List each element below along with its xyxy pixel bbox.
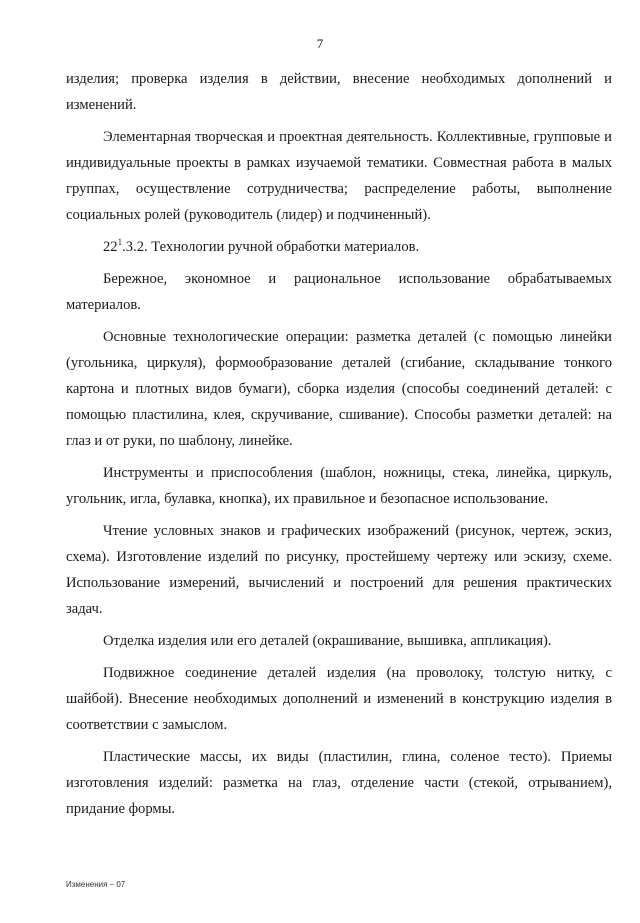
paragraph: изделия; проверка изделия в действии, внесение необходимых дополнений и изменений.: [66, 71, 612, 113]
paragraph: Отделка изделия или его деталей (окрашивание, вышивка, аппликация).: [103, 633, 552, 649]
section-heading: [66, 234, 612, 260]
section-superscript: 1: [117, 237, 123, 248]
footer-revision-label: Изменения – 07: [66, 880, 126, 889]
section-number: 22: [103, 239, 118, 255]
paragraph: Элементарная творческая и проектная деятельность. Коллективные, групповые и индивидуальные проекты в рамках изучаемой тематики. Совместная работа в малых группах, осуществление сотрудничества; распределение работы, выполнение социальных ролей (руководитель (лидер) и подчиненный).: [66, 129, 612, 223]
paragraph: Инструменты и приспособления (шаблон, ножницы, стека, линейка, циркуль, угольник, игла, булавка, кнопка), их правильное и безопасное использование.: [66, 465, 612, 507]
paragraph: Пластические массы, их виды (пластилин, глина, соленое тесто). Приемы изготовления изделий: разметка на глаз, отделение части (стекой, отрыванием), придание формы.: [66, 749, 612, 817]
paragraph: Бережное, экономное и рациональное использование обрабатываемых материалов.: [66, 271, 612, 313]
page-number: 7: [316, 36, 324, 51]
body-text: [66, 66, 612, 828]
section-title: .3.2. Технологии ручной обработки материалов.: [122, 239, 420, 255]
paragraph: Подвижное соединение деталей изделия (на проволоку, толстую нитку, с шайбой). Внесение необходимых дополнений и изменений в конструкцию изделия в соответствии с замыслом.: [66, 665, 612, 733]
paragraph: Основные технологические операции: разметка деталей (с помощью линейки (угольника, циркуля), формообразование деталей (сгибание, складывание тонкого картона и плотных видов бумаги), сборка изделия (способы соединений деталей: с помощью пластилина, клея, скручивание, сшивание). Способы разметки деталей: на глаз и от руки, по шаблону, линейке.: [66, 329, 612, 449]
paragraph: Чтение условных знаков и графических изображений (рисунок, чертеж, эскиз, схема). Изготовление изделий по рисунку, простейшему чертежу или эскизу, схеме. Использование измерений, вычислений и построений для решения практических задач.: [66, 523, 612, 617]
